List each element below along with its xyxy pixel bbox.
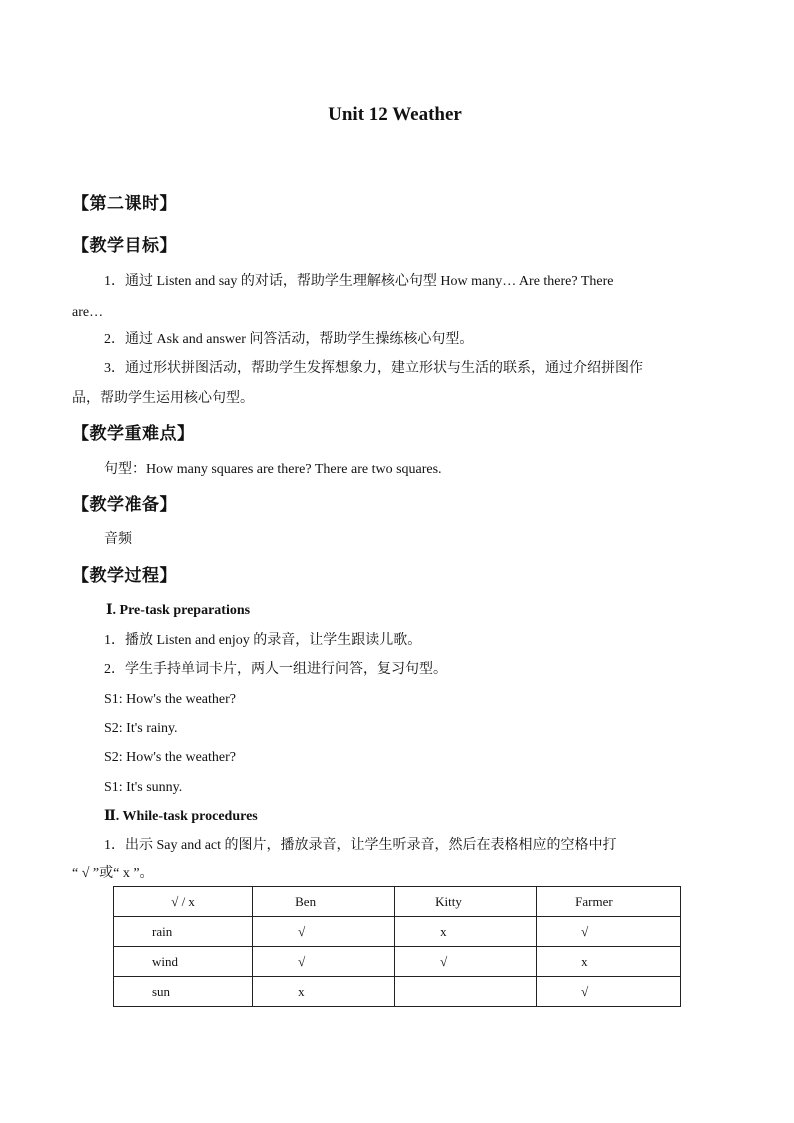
section-while-task-title: Ⅱ. While-task procedures (104, 809, 258, 824)
table-cell: x (395, 917, 537, 947)
table-cell: √ (253, 947, 395, 977)
table-cell: x (253, 977, 395, 1007)
row-label: wind (114, 947, 253, 977)
table-cell: √ (395, 947, 537, 977)
table-cell: x (537, 947, 681, 977)
table-row (114, 917, 681, 947)
dialogue-line: S1: How's the weather? (104, 692, 236, 707)
document-title: Unit 12 Weather (328, 104, 462, 125)
heading-objectives: 【教学目标】 (72, 236, 177, 256)
table-cell: √ (537, 977, 681, 1007)
dialogue-line: S1: It's sunny. (104, 780, 183, 795)
heading-key-points: 【教学重难点】 (72, 424, 195, 444)
table-row (114, 947, 681, 977)
header-cell-ben: Ben (253, 887, 395, 917)
row-label: rain (114, 917, 253, 947)
table-row (114, 977, 681, 1007)
heading-process: 【教学过程】 (72, 566, 177, 586)
dialogue-line: S2: How's the weather? (104, 750, 236, 765)
dialogue-line: S2: It's rainy. (104, 721, 178, 736)
table-header-row (114, 887, 681, 917)
header-cell-farmer: Farmer (537, 887, 681, 917)
header-cell-kitty: Kitty (395, 887, 537, 917)
preparation-text: 音频 (104, 532, 132, 547)
process-step-1: 1．播放 Listen and enjoy 的录音，让学生跟读儿歌。 (104, 633, 422, 648)
process-step-3-line-1: 1．出示 Say and act 的图片，播放录音，让学生听录音，然后在表格相应的空格中打 (104, 838, 617, 853)
row-label: sun (114, 977, 253, 1007)
process-step-2: 2．学生手持单词卡片，两人一组进行问答，复习句型。 (104, 662, 447, 677)
objective-1-line-1: 1．通过 Listen and say 的对话，帮助学生理解核心句型 How many… Are there? There (104, 274, 614, 289)
key-points-text: 句型：How many squares are there? There are two squares. (104, 462, 442, 477)
table-cell: √ (253, 917, 395, 947)
objective-3-line-2: 品，帮助学生运用核心句型。 (72, 391, 254, 406)
section-pre-task-title: Ⅰ. Pre-task preparations (106, 603, 251, 618)
weather-table (113, 886, 681, 1007)
objective-2: 2．通过 Ask and answer 问答活动，帮助学生操练核心句型。 (104, 332, 474, 347)
table-cell (395, 977, 537, 1007)
heading-preparation: 【教学准备】 (72, 495, 177, 515)
heading-period: 【第二课时】 (72, 194, 177, 214)
table-cell: √ (537, 917, 681, 947)
objective-1-line-2: are… (72, 305, 104, 320)
header-cell-mark: √ / x (114, 887, 253, 917)
objective-3-line-1: 3．通过形状拼图活动，帮助学生发挥想象力，建立形状与生活的联系，通过介绍拼图作 (104, 361, 643, 376)
process-step-3-line-2: “ √ ”或“ x ”。 (72, 866, 154, 881)
